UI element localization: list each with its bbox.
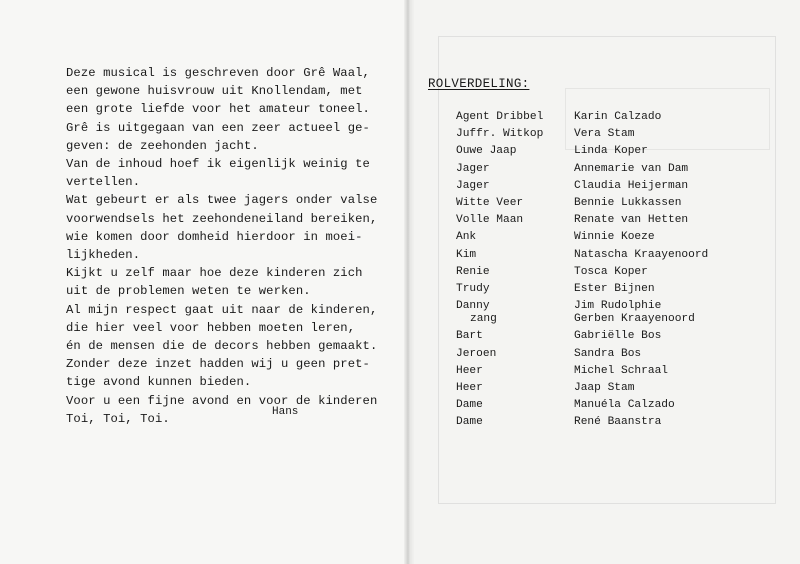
actor-name: Annemarie van Dam (574, 162, 689, 175)
role-name: Witte Veer (456, 197, 524, 210)
intro-line: Van de inhoud hoef ik eigenlijk weinig te (66, 157, 370, 172)
role-name: Ouwe Jaap (456, 145, 517, 158)
intro-line: lijkheden. (66, 248, 141, 263)
actor-name: René Baanstra (574, 416, 662, 429)
cast-row (456, 109, 756, 126)
actor-name: Ester Bijnen (574, 283, 655, 296)
page-fold (404, 0, 414, 564)
intro-line: Deze musical is geschreven door Grê Waal, (66, 66, 370, 80)
actor-name: Gabriëlle Bos (574, 330, 662, 343)
cast-row (456, 247, 756, 264)
intro-line: voorwendsels het zeehondeneiland bereiken, (66, 211, 378, 226)
role-name: Bart (456, 330, 483, 343)
actor-name: Jaap Stam (574, 382, 635, 395)
intro-line: Zonder deze inzet hadden wij u geen pret- (66, 357, 370, 372)
cast-row (456, 143, 756, 160)
actor-name: Michel Schraal (574, 364, 668, 377)
role-name: Dame (456, 416, 483, 429)
actor-name: Linda Koper (574, 145, 648, 158)
role-name: Heer (456, 382, 483, 395)
intro-line: Voor u een fijne avond en voor de kinderen (66, 393, 378, 408)
cast-row (456, 195, 756, 212)
role-name: Volle Maan (456, 214, 524, 227)
intro-line: Kijkt u zelf maar hoe deze kinderen zich (66, 266, 363, 281)
role-name: Renie (456, 265, 490, 278)
intro-line: wie komen door domheid hierdoor in moei- (66, 229, 363, 244)
cast-row (456, 281, 756, 298)
actor-name (574, 298, 756, 328)
intro-line: Grê is uitgegaan van een zeer actueel ge- (66, 120, 370, 135)
cast-heading: ROLVERDELING: (428, 77, 530, 91)
cast-row (456, 397, 756, 414)
role-main: Danny (456, 300, 490, 313)
cast-row (456, 264, 756, 281)
cast-row (456, 346, 756, 363)
role-name: Trudy (456, 283, 490, 296)
role-name: Jager (456, 179, 490, 192)
intro-line: een gewone huisvrouw uit Knollendam, met (66, 84, 363, 99)
intro-line: tige avond kunnen bieden. (66, 375, 252, 390)
actor-name: Vera Stam (574, 128, 635, 141)
introduction-text (66, 64, 386, 428)
actor-name: Bennie Lukkassen (574, 197, 682, 210)
cast-row (456, 212, 756, 229)
role-name: Heer (456, 364, 483, 377)
cast-row (456, 363, 756, 380)
intro-line: Toi, Toi, Toi. (66, 411, 170, 426)
actor-name: Tosca Koper (574, 265, 648, 278)
actor-name: Sandra Bos (574, 347, 642, 360)
role-name: Jeroen (456, 347, 497, 360)
actor-name: Winnie Koeze (574, 231, 655, 244)
cast-row (456, 161, 756, 178)
role-sub: zang (470, 312, 497, 325)
cast-row (456, 414, 756, 431)
role-name: Dame (456, 399, 483, 412)
cast-row (456, 126, 756, 143)
cast-row (456, 178, 756, 195)
role-name: Juffr. Witkop (456, 128, 544, 141)
actor-name: Natascha Kraayenoord (574, 248, 709, 261)
actor-name: Renate van Hetten (574, 214, 689, 227)
cast-list (456, 109, 756, 432)
actor-name: Manuéla Calzado (574, 399, 675, 412)
role-name (456, 298, 574, 328)
cast-row (456, 298, 756, 328)
actor-sub: Gerben Kraayenoord (574, 312, 695, 325)
actor-name: Karin Calzado (574, 111, 662, 123)
intro-line: uit de problemen weten te werken. (66, 284, 311, 299)
cast-row (456, 229, 756, 246)
cast-row (456, 380, 756, 397)
intro-line: vertellen. (66, 175, 141, 190)
role-name: Kim (456, 248, 477, 261)
intro-line: Al mijn respect gaat uit naar de kinderen, (66, 302, 378, 317)
role-name: Ank (456, 231, 477, 244)
actor-main: Jim Rudolphie (574, 300, 662, 313)
actor-name: Claudia Heijerman (574, 179, 689, 192)
intro-line: een grote liefde voor het amateur toneel. (66, 102, 370, 117)
cast-row (456, 328, 756, 345)
intro-line: én de mensen die de decors hebben gemaakt. (66, 339, 378, 354)
intro-line: geven: de zeehonden jacht. (66, 138, 259, 153)
intro-line: die hier veel voor hebben moeten leren, (66, 320, 356, 335)
role-name: Agent Dribbel (456, 111, 544, 123)
role-name: Jager (456, 162, 490, 175)
intro-line: Wat gebeurt er als twee jagers onder valse (66, 193, 378, 208)
signature: Hans (272, 406, 299, 418)
